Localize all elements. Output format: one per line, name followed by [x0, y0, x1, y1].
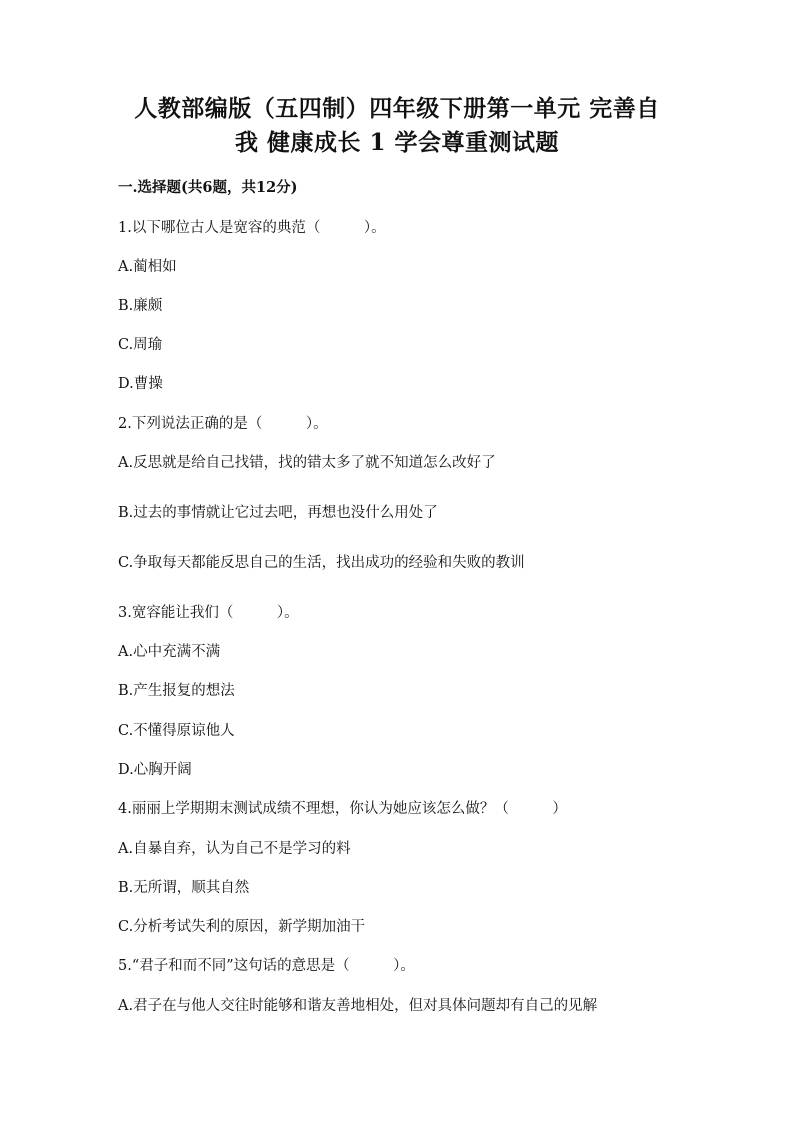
question-3-option-b: B.产生报复的想法: [118, 683, 235, 699]
title-line-1: 人教部编版（五四制）四年级下册第一单元 完善自: [134, 95, 660, 122]
question-2-option-c: C.争取每天都能反思自己的生活，找出成功的经验和失败的教训: [118, 555, 525, 571]
question-1-option-a: A.蔺相如: [118, 259, 177, 275]
question-4-option-b: B.无所谓，顺其自然: [118, 880, 250, 896]
title-line-2: 我 健康成长 1 学会尊重测试题: [234, 129, 560, 156]
question-3-option-c: C.不懂得原谅他人: [118, 723, 235, 739]
page-title: [100, 92, 694, 160]
question-3-option-d: D.心胸开阔: [118, 762, 192, 778]
question-4-stem: 4.丽丽上学期期末测试成绩不理想，你认为她应该怎么做？（ ）: [118, 801, 567, 817]
question-2-option-a: A.反思就是给自己找错，找的错太多了就不知道怎么改好了: [118, 455, 496, 471]
question-2-option-b: B.过去的事情就让它过去吧，再想也没什么用处了: [118, 505, 438, 521]
question-1-option-c: C.周瑜: [118, 337, 163, 353]
question-4-option-c: C.分析考试失利的原因，新学期加油干: [118, 919, 366, 935]
question-1-option-b: B.廉颇: [118, 298, 163, 314]
question-5-stem: 5.“君子和而不同”这句话的意思是（ ）。: [118, 958, 415, 974]
question-4-option-a: A.自暴自弃，认为自己不是学习的料: [118, 841, 351, 857]
question-3-stem: 3.宽容能让我们（ ）。: [118, 605, 299, 621]
question-1-option-d: D.曹操: [118, 376, 163, 392]
question-1-stem: 1.以下哪位古人是宽容的典范（ ）。: [118, 220, 386, 236]
question-5-option-a: A.君子在与他人交往时能够和谐友善地相处，但对具体问题却有自己的见解: [118, 998, 598, 1014]
section-heading: 一.选择题(共6题，共12分): [118, 179, 298, 196]
question-2-stem: 2.下列说法正确的是（ ）。: [118, 416, 328, 432]
question-3-option-a: A.心中充满不满: [118, 644, 221, 660]
